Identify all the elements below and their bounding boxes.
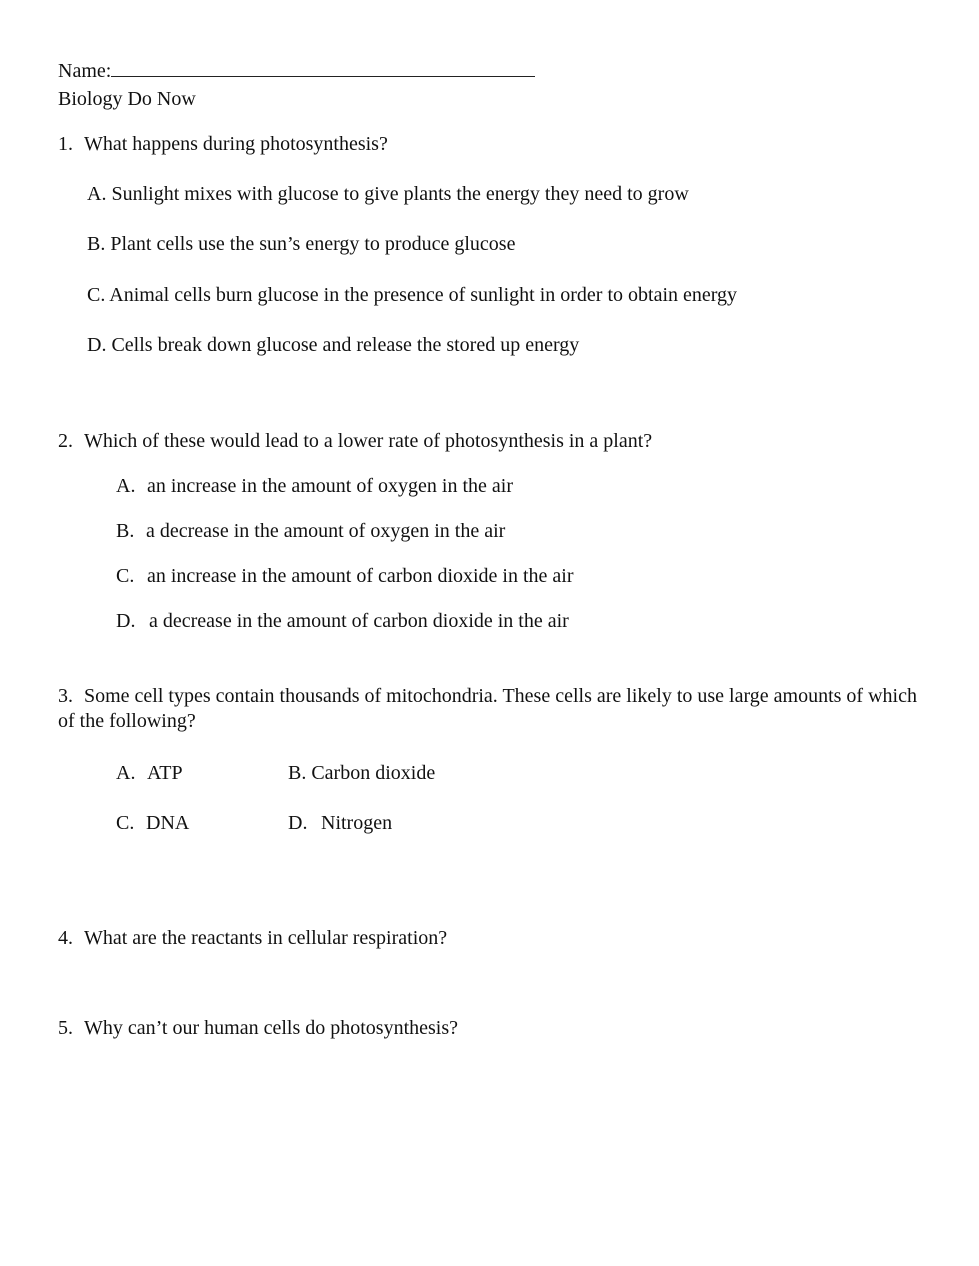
question-2-option-c[interactable] [116,564,574,588]
question-1-number: 1. [58,133,73,155]
question-3-text: Some cell types contain thousands of mitochondria. These cells are likely to use large amounts of which of the following? [58,685,917,732]
question-2-option-d[interactable] [116,609,569,633]
question-3-option-d[interactable] [288,811,392,835]
question-2-option-a[interactable] [116,474,513,498]
question-1 [58,132,388,156]
option-text: an increase in the amount of oxygen in the air [147,475,513,497]
question-2-number: 2. [58,430,73,452]
option-letter: B. [87,233,106,255]
option-letter: B. [116,520,135,542]
question-3-option-b[interactable] [288,761,435,785]
option-letter: D. [87,334,107,356]
question-2-option-b[interactable] [116,519,505,543]
option-text: an increase in the amount of carbon dioxide in the air [147,565,574,587]
option-text: a decrease in the amount of carbon dioxide in the air [149,610,569,632]
question-1-option-b[interactable] [87,232,515,256]
option-text: Nitrogen [321,812,393,834]
option-text: Animal cells burn glucose in the presence of sunlight in order to obtain energy [109,284,738,306]
option-letter: C. [116,565,135,587]
option-letter: A. [87,183,107,205]
question-3-number: 3. [58,685,73,707]
question-4-text: What are the reactants in cellular respiration? [84,927,448,949]
name-blank-line[interactable] [111,58,535,77]
question-1-option-a[interactable] [87,182,689,206]
option-text: DNA [146,812,190,834]
name-label: Name: [58,60,112,82]
question-3-option-a[interactable] [116,761,183,785]
option-letter: C. [116,812,135,834]
question-2 [58,429,652,453]
question-1-option-c[interactable] [87,283,737,307]
question-5 [58,1016,458,1040]
question-3-option-c[interactable] [116,811,189,835]
option-letter: A. [116,762,136,784]
question-5-number: 5. [58,1017,73,1039]
option-text: Carbon dioxide [311,762,436,784]
option-text: Sunlight mixes with glucose to give plants the energy they need to grow [111,183,689,205]
question-4 [58,926,447,950]
question-5-text: Why can’t our human cells do photosynthesis? [84,1017,459,1039]
option-text: ATP [147,762,183,784]
option-text: Plant cells use the sun’s energy to produce glucose [110,233,516,255]
question-4-number: 4. [58,927,73,949]
worksheet-title: Biology Do Now [58,88,196,110]
question-3 [58,684,918,734]
option-letter: D. [116,610,136,632]
option-letter: D. [288,812,308,834]
question-2-text: Which of these would lead to a lower rate of photosynthesis in a plant? [84,430,653,452]
option-text: a decrease in the amount of oxygen in the air [146,520,506,542]
question-1-text: What happens during photosynthesis? [84,133,388,155]
option-text: Cells break down glucose and release the stored up energy [111,334,580,356]
option-letter: C. [87,284,106,306]
name-field-row [58,58,535,83]
option-letter: A. [116,475,136,497]
question-1-option-d[interactable] [87,333,579,357]
option-letter: B. [288,762,307,784]
